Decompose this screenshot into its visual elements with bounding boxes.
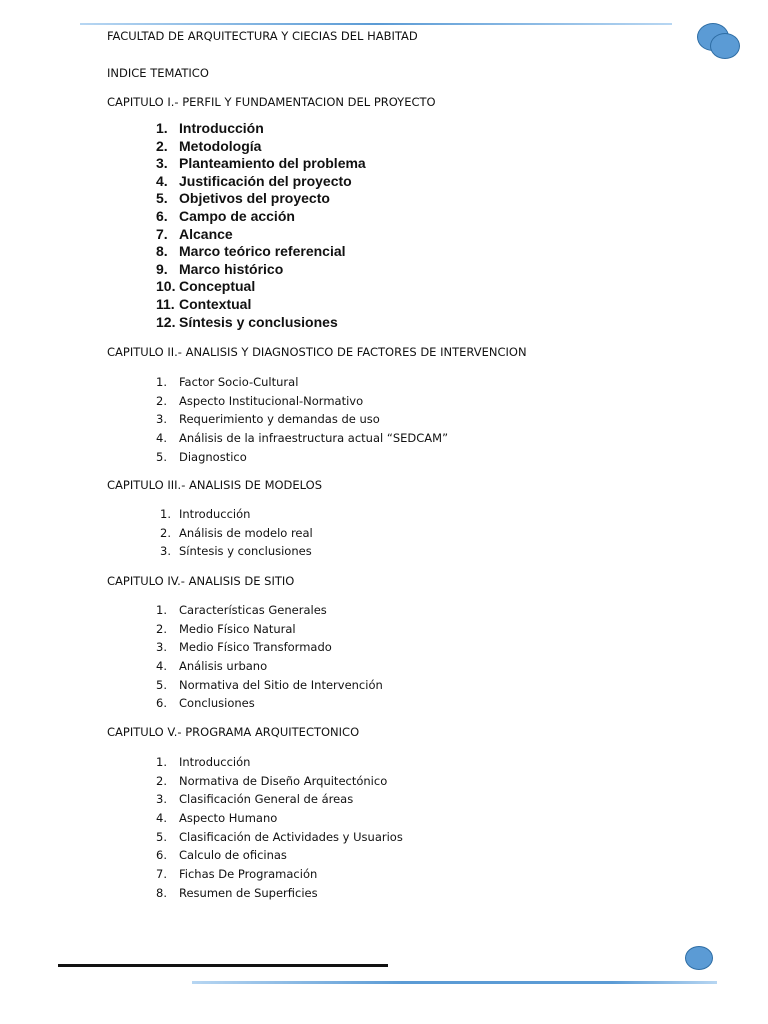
list-item: 5. Clasificación de Actividades y Usuarios [156, 829, 403, 844]
list-item: 4. Aspecto Humano [156, 811, 278, 826]
list-item: 7. Alcance [156, 225, 233, 242]
list-item: 1. Introducción [156, 120, 264, 136]
list-item: 11. Contextual [156, 295, 252, 312]
decorative-circle-icon [710, 33, 740, 59]
index-title: INDICE TEMATICO [107, 66, 209, 80]
list-item: 8. Marco teórico referencial [156, 243, 346, 260]
list-item: 3. Clasificación General de áreas [156, 792, 354, 807]
list-item: 9. Marco histórico [156, 260, 284, 277]
chapter-1-list [156, 120, 366, 331]
list-item: 3. Síntesis y conclusiones [160, 544, 312, 559]
list-item: 4. Análisis urbano [156, 659, 268, 674]
list-item: 6. Campo de acción [156, 207, 295, 224]
faculty-header: FACULTAD DE ARQUITECTURA Y CIECIAS DEL HABITAD [107, 29, 418, 43]
list-item: 3. Planteamiento del problema [156, 155, 366, 172]
chapter-2-title: CAPITULO II.- ANALISIS Y DIAGNOSTICO DE FACTORES DE INTERVENCION [107, 345, 527, 359]
list-item: 1. Factor Socio-Cultural [156, 375, 299, 389]
list-item: 3. Requerimiento y demandas de uso [156, 412, 380, 427]
list-item: 5. Normativa del Sitio de Intervención [156, 677, 383, 692]
header-rule [80, 23, 672, 25]
chapter-1-title: CAPITULO I.- PERFIL Y FUNDAMENTACION DEL PROYECTO [107, 95, 436, 109]
list-item: 3. Medio Físico Transformado [156, 640, 332, 655]
list-item: 5. Objetivos del proyecto [156, 190, 330, 207]
chapter-4-list [156, 601, 383, 713]
list-item: 1. Introducción [156, 755, 251, 769]
list-item: 2. Análisis de modelo real [160, 525, 313, 540]
list-item: 12. Síntesis y conclusiones [156, 313, 338, 330]
footer-rule-blue [192, 981, 717, 984]
list-item: 2. Normativa de Diseño Arquitectónico [156, 773, 388, 788]
list-item: 2. Metodología [156, 137, 262, 154]
chapter-2-list [156, 373, 448, 466]
chapter-5-title: CAPITULO V.- PROGRAMA ARQUITECTONICO [107, 725, 360, 739]
list-item: 6. Conclusiones [156, 696, 255, 711]
list-item: 4. Justificación del proyecto [156, 172, 352, 189]
list-item: 2. Aspecto Institucional-Normativo [156, 393, 364, 408]
list-item: 5. Diagnostico [156, 449, 247, 464]
chapter-3-title: CAPITULO III.- ANALISIS DE MODELOS [107, 478, 323, 492]
footer-rule-black [58, 964, 388, 967]
list-item: 2. Medio Físico Natural [156, 621, 296, 636]
list-item: 7. Fichas De Programación [156, 867, 318, 882]
list-item: 10. Conceptual [156, 278, 256, 295]
list-item: 1. Introducción [160, 507, 251, 521]
chapter-5-list [156, 753, 403, 903]
decorative-circle-icon [685, 946, 713, 970]
list-item: 4. Análisis de la infraestructura actual “SEDCAM” [156, 431, 449, 446]
chapter-3-list [160, 505, 313, 561]
list-item: 6. Calculo de oficinas [156, 848, 287, 863]
list-item: 1. Características Generales [156, 603, 327, 617]
list-item: 8. Resumen de Superficies [156, 885, 318, 900]
chapter-4-title: CAPITULO IV.- ANALISIS DE SITIO [107, 574, 295, 588]
